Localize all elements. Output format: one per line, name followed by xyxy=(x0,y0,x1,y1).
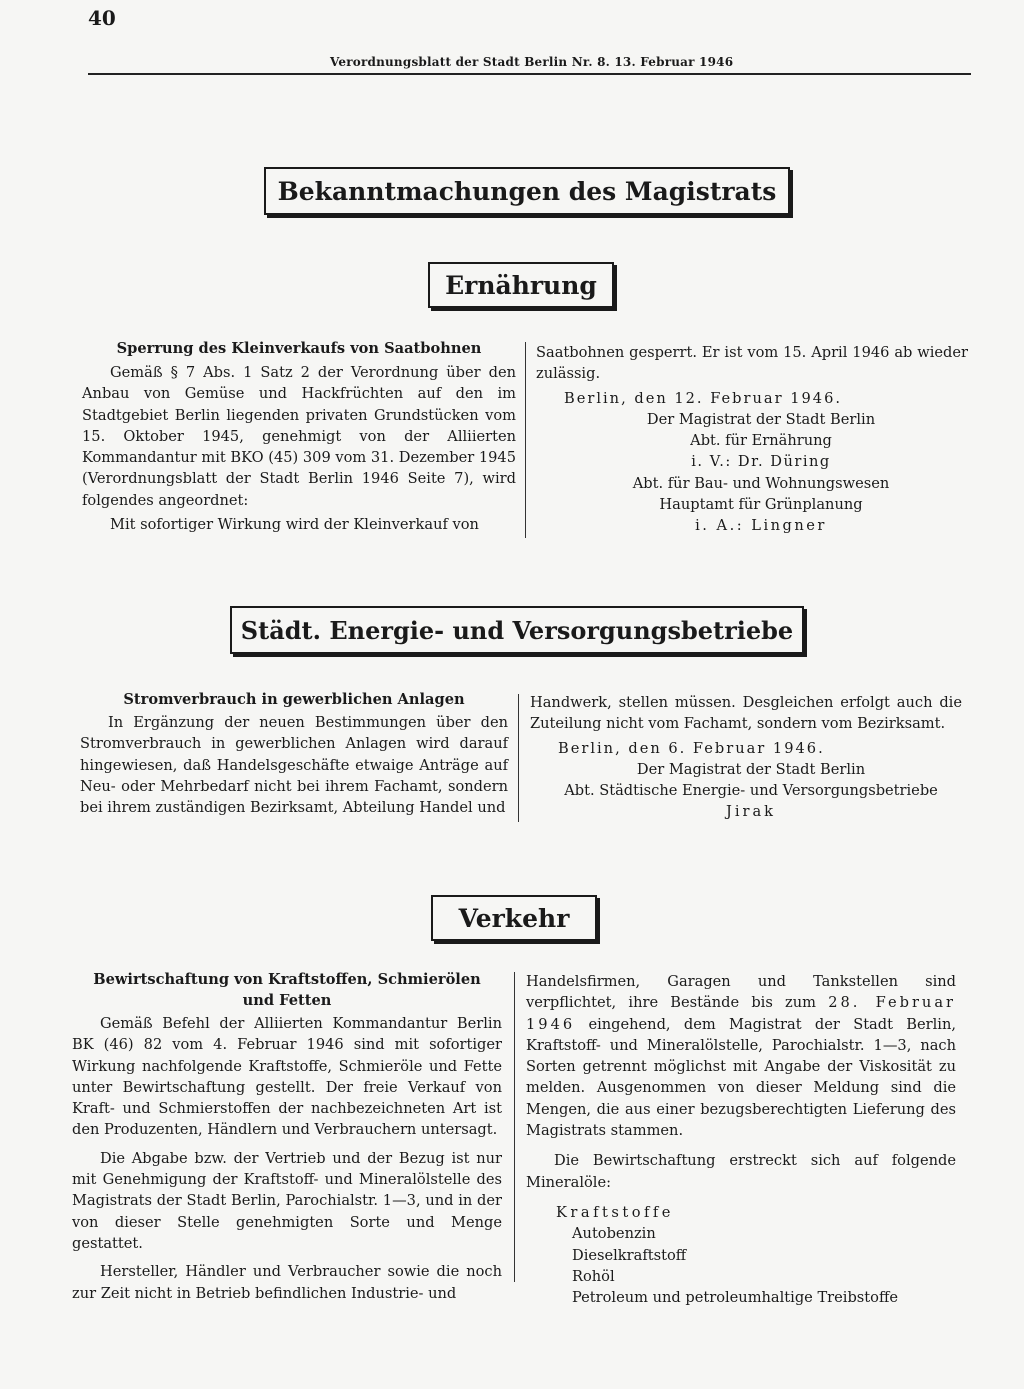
column-divider xyxy=(514,972,515,1282)
paragraph: Hersteller, Händler und Verbraucher sowie die noch zur Zeit nicht in Betrieb befindlichen Industrie- und xyxy=(72,1263,502,1302)
list-item: Rohöl xyxy=(572,1267,615,1285)
signature-line: Abt. für Ernährung xyxy=(690,432,832,450)
signature-line: Der Magistrat der Stadt Berlin xyxy=(646,410,876,428)
section-heading-energie: Städt. Energie- und Versorgungsbetriebe xyxy=(230,606,804,654)
deadline-date: 28. Februar 1946 xyxy=(526,994,956,1033)
signature-line: Abt. für Bau- und Wohnungswesen xyxy=(632,474,890,492)
ernaehrung-left-column xyxy=(82,338,516,535)
paragraph: Mit sofortiger Wirkung wird der Kleinverkauf von xyxy=(110,516,479,534)
article-title: Bewirtschaftung von Kraftstoffen, Schmierölen xyxy=(93,971,481,988)
list-item: Autobenzin xyxy=(572,1225,656,1243)
page-number: 40 xyxy=(88,6,116,30)
paragraph: Handwerk, stellen müssen. Desgleichen erfolgt auch die Zuteilung nicht vom Fachamt, sondern vom Bezirksamt. xyxy=(530,694,962,733)
article-title: Stromverbrauch in gewerblichen Anlagen xyxy=(123,691,465,708)
signature-line: i. A.: Lingner xyxy=(695,517,827,535)
paragraph: Die Abgabe bzw. der Vertrieb und der Bezug ist nur mit Genehmigung der Kraftstoff- und Mineralölstelle des Magistrats der Stadt Berlin, Parochialstr. 1—3, und in der von dieser Stelle genehmigten Sorte und Menge gestattet. xyxy=(72,1149,502,1252)
verkehr-right-column xyxy=(526,971,956,1308)
date-line: Berlin, den 6. Februar 1946. xyxy=(558,739,825,757)
column-divider xyxy=(518,694,519,822)
list-item: Petroleum und petroleumhaltige Treibstoffe xyxy=(572,1289,898,1307)
header-rule xyxy=(88,73,971,75)
article-title: Sperrung des Kleinverkaufs von Saatbohnen xyxy=(116,340,482,357)
energie-right-column xyxy=(530,692,962,823)
column-divider xyxy=(525,342,526,538)
list-heading: Kraftstoffe xyxy=(556,1203,674,1221)
article-title: und Fetten xyxy=(242,992,332,1009)
signature-line: Abt. Städtische Energie- und Versorgungsbetriebe xyxy=(564,782,938,800)
signature-line: Hauptamt für Grünplanung xyxy=(659,496,863,514)
paragraph: In Ergänzung der neuen Bestimmungen über den Stromverbrauch in gewerblichen Anlagen wird darauf hingewiesen, daß Handelsgeschäfte etwaige Anträge auf Neu- oder Mehrbedarf nicht bei ihrem Fachamt, sondern bei ihrem zuständigen Bezirksamt, Abteilung Handel und xyxy=(80,714,508,817)
paragraph: Saatbohnen gesperrt. Er ist vom 15. April 1946 ab wieder zulässig. xyxy=(536,344,968,383)
section-heading-verkehr: Verkehr xyxy=(431,895,597,941)
paragraph: Gemäß Befehl der Alliierten Kommandantur Berlin BK (46) 82 vom 4. Februar 1946 sind mit sofortiger Wirkung nachfolgende Kraftstoffe, Schmieröle und Fette unter Bewirtschaftung gestellt. Der freie Verkauf von Kraft- und Schmierstoffen der nachbezeichneten Art ist den Produzenten, Händlern und Verbrauchern untersagt. xyxy=(72,1015,502,1139)
mineraloele-list xyxy=(556,1202,956,1308)
date-line: Berlin, den 12. Februar 1946. xyxy=(564,389,842,407)
paragraph: Gemäß § 7 Abs. 1 Satz 2 der Verordnung über den Anbau von Gemüse und Hackfrüchten auf den im Stadtgebiet Berlin liegenden privaten Grundstücken vom 15. Oktober 1945, genehmigt von der Alliierten Kommandantur mit BKO (45) 309 vom 31. Dezember 1945 (Verordnungsblatt der Stadt Berlin 1946 Seite 7), wird folgendes angeordnet: xyxy=(82,364,516,509)
signature-line: Der Magistrat der Stadt Berlin xyxy=(636,760,866,778)
verkehr-left-column xyxy=(72,969,502,1304)
section-heading-ernaehrung: Ernährung xyxy=(428,262,614,308)
running-header: Verordnungsblatt der Stadt Berlin Nr. 8. 13. Februar 1946 xyxy=(330,55,734,69)
signature-line: i. V.: Dr. Düring xyxy=(691,453,831,471)
ernaehrung-right-column xyxy=(536,342,968,537)
text-run: Handelsfirmen, Garagen und Tankstellen sind verpflichtet, ihre Bestände bis zum xyxy=(526,973,956,1012)
list-item: Dieselkraftstoff xyxy=(572,1246,687,1264)
paragraph: Die Bewirtschaftung erstreckt sich auf folgende Mineralöle: xyxy=(526,1152,956,1191)
paragraph xyxy=(526,971,956,1141)
signature-line: Jirak xyxy=(725,803,777,821)
text-run: eingehend, dem Magistrat der Stadt Berlin, Kraftstoff- und Mineralölstelle, Parochialstr. 1—3, nach Sorten getrennt möglichst mit Angabe der Viskosität zu melden. Ausgenommen von dieser Meldung sind die Mengen, die aus einer bezugsberechtigten Lieferung des Magistrats stammen. xyxy=(526,1015,956,1140)
main-heading: Bekanntmachungen des Magistrats xyxy=(264,167,790,215)
energie-left-column xyxy=(80,689,508,818)
